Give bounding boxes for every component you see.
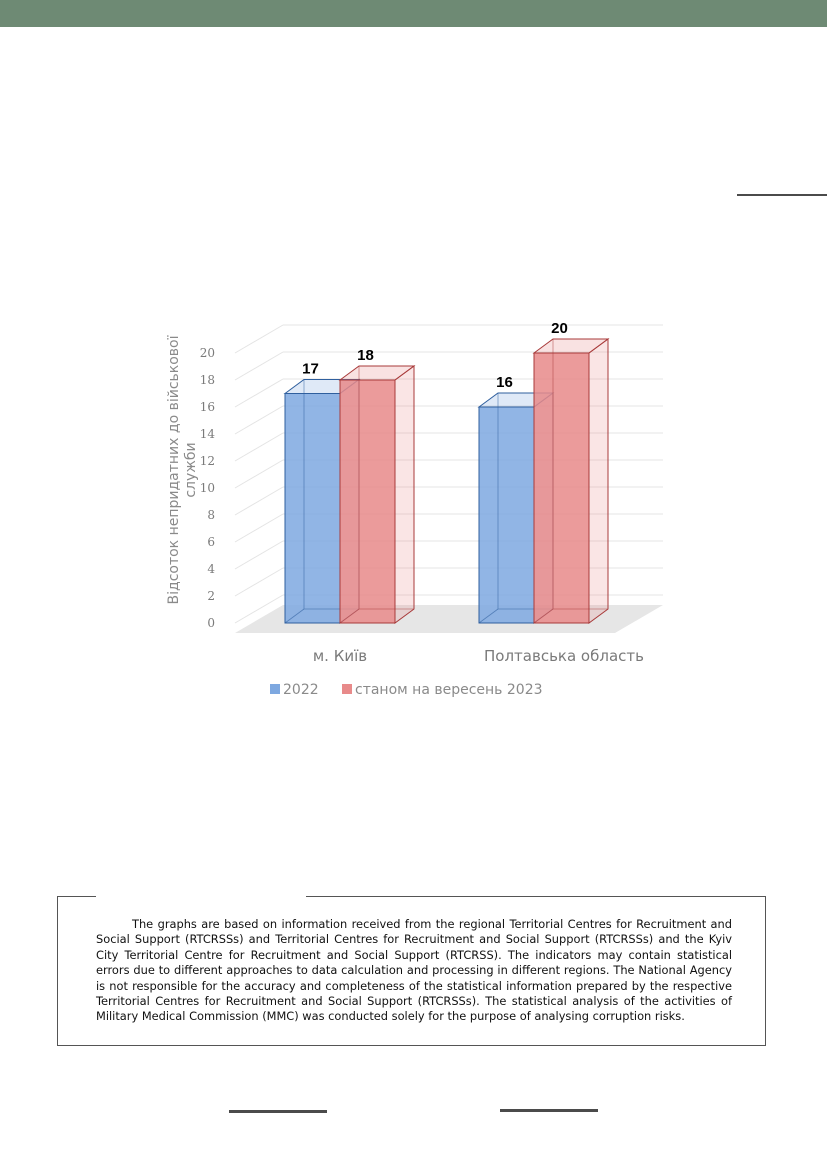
gridline-depth: [235, 487, 283, 515]
y-tick-label: 4: [207, 562, 215, 576]
legend-swatch: [342, 684, 352, 694]
gridline-depth: [235, 379, 283, 407]
bar-front: [479, 407, 534, 623]
y-tick-label: 8: [207, 508, 215, 522]
y-axis-label-line: служби: [183, 442, 199, 498]
bar: [340, 366, 414, 623]
bar-layer: [285, 339, 608, 623]
y-axis-label-line: Відсоток непридатних до військової: [166, 335, 182, 605]
y-tick-label: 20: [199, 346, 215, 360]
bar-side: [395, 366, 414, 623]
y-tick-label: 14: [199, 427, 215, 441]
data-label: 20: [551, 320, 568, 337]
bar-front: [285, 394, 340, 624]
legend-swatch: [270, 684, 280, 694]
category-label: Полтавська область: [484, 647, 644, 665]
y-axis-label: [166, 335, 199, 604]
bar-front: [340, 380, 395, 623]
y-tick-label: 10: [199, 481, 215, 495]
category-labels: [313, 647, 644, 665]
legend-item: 2022: [283, 682, 319, 698]
data-label: 16: [496, 374, 513, 391]
disclaimer-text: The graphs are based on information received from the regional Territorial Centres for Recruitment and Social Support (RTCRSSs) and Territorial Centres for Recruitment and Social Support (RTCRSSs) and the Kyiv City Territorial Centre for Recruitment and Social Support (RTCRSS). The indicators may contain statistical errors due to different approaches to data calculation and processing in different regions. The National Agency is not responsible for the accuracy and completeness of the statistical information prepared by the respective Territorial Centres for Recruitment and Social Support (RTCRSSs). The statistical analysis of the activities of Military Medical Commission (MMC) was conducted solely for the purpose of analysing corruption risks.: [96, 917, 732, 1024]
y-tick-label: 6: [207, 535, 215, 549]
legend-item: станом на вересень 2023: [355, 682, 543, 698]
box-border-gap: [96, 895, 306, 899]
y-tick-label: 12: [199, 454, 215, 468]
legend: [270, 682, 543, 698]
bar: [534, 339, 608, 623]
category-label: м. Київ: [312, 647, 368, 665]
bar-chart: [150, 300, 680, 710]
gridline-depth: [235, 406, 283, 434]
bar-front: [534, 353, 589, 623]
gridline-depth: [235, 568, 283, 596]
data-label: 17: [302, 360, 319, 378]
y-tick-label: 0: [207, 616, 215, 630]
data-label: 18: [357, 347, 374, 364]
decorative-line: [229, 1110, 327, 1113]
gridline-depth: [235, 433, 283, 461]
y-tick-label: 16: [199, 400, 215, 414]
y-tick-labels: [200, 346, 216, 630]
decorative-line: [500, 1109, 598, 1112]
bar-side: [589, 339, 608, 623]
gridline-depth: [235, 541, 283, 569]
decorative-line: [737, 194, 827, 196]
gridline-depth: [235, 460, 283, 488]
gridline-depth: [235, 325, 283, 353]
y-tick-label: 18: [199, 373, 215, 387]
header-bar: [0, 0, 827, 27]
y-tick-label: 2: [207, 589, 215, 603]
gridline-depth: [235, 514, 283, 542]
disclaimer-box: [57, 896, 766, 1046]
gridline-depth: [235, 352, 283, 380]
